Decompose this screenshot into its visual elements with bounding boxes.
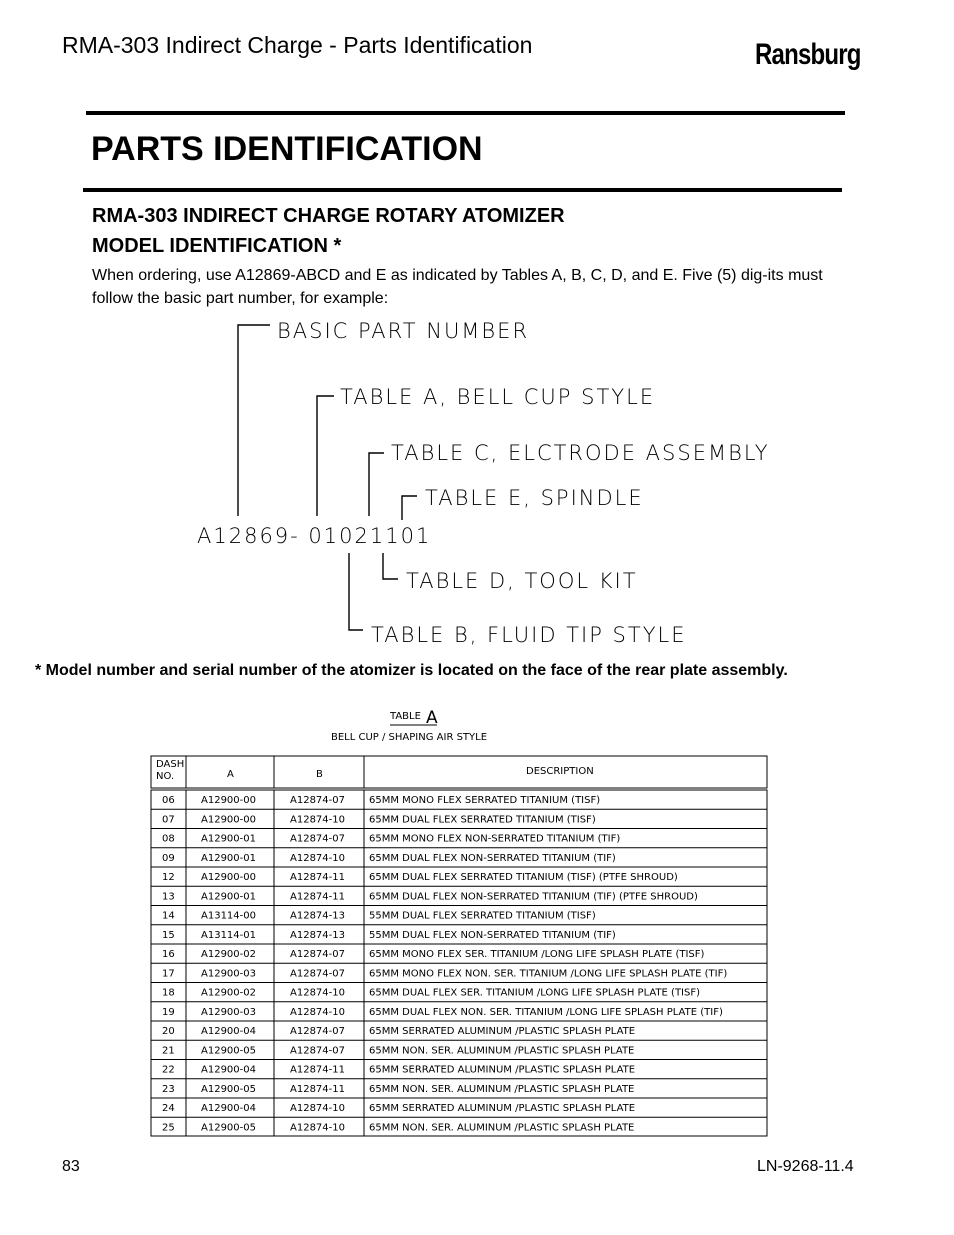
cell-dash: 16 <box>162 949 175 960</box>
cell-description: 65MM NON. SER. ALUMINUM /PLASTIC SPLASH PLATE <box>369 1122 635 1134</box>
table-row <box>162 872 678 883</box>
table-row <box>162 795 600 806</box>
cell-a: A12900-04 <box>201 1026 256 1037</box>
cell-dash: 15 <box>162 929 175 941</box>
cell-a: A13114-01 <box>201 929 256 941</box>
cell-description: 65MM DUAL FLEX SER. TITANIUM /LONG LIFE SPLASH PLATE (TISF) <box>369 987 701 999</box>
cell-dash: 08 <box>162 833 175 845</box>
cell-b: A12874-07 <box>290 833 345 845</box>
intro-paragraph: When ordering, use A12869-ABCD and E as indicated by Tables A, B, C, D, and E. Five (5) dig-its must follow the basic part number, for example: <box>92 267 823 307</box>
cell-dash: 09 <box>162 852 175 864</box>
cell-a: A12900-00 <box>201 814 256 826</box>
table-row <box>162 834 620 845</box>
cell-a: A12900-02 <box>201 949 256 960</box>
cell-dash: 21 <box>162 1045 175 1057</box>
table-a-label: TABLE <box>390 711 421 722</box>
cell-a: A12900-04 <box>201 1103 256 1114</box>
table-row <box>162 814 596 825</box>
header-title: RMA-303 Indirect Charge - Parts Identification <box>62 32 533 58</box>
cell-a: A12900-04 <box>201 1064 256 1076</box>
label-table-b: TABLE B, FLUID TIP STYLE <box>371 623 687 647</box>
cell-a: A12900-05 <box>201 1045 256 1057</box>
cell-dash: 13 <box>162 891 175 903</box>
table-row <box>162 988 700 999</box>
cell-a: A12900-05 <box>201 1122 256 1134</box>
document-number: LN-9268-11.4 <box>757 1158 854 1175</box>
table-a-subtitle: BELL CUP / SHAPING AIR STYLE <box>331 732 488 743</box>
page-number: 83 <box>62 1158 80 1175</box>
label-table-d: TABLE D, TOOL KIT <box>406 569 638 593</box>
header-dash: DASH <box>156 759 185 770</box>
cell-description: 65MM SERRATED ALUMINUM /PLASTIC SPLASH PLATE <box>369 1103 636 1114</box>
label-basic-part-number: BASIC PART NUMBER <box>277 319 530 343</box>
cell-description: 65MM NON. SER. ALUMINUM /PLASTIC SPLASH PLATE <box>369 1083 635 1095</box>
cell-dash: 20 <box>162 1026 175 1037</box>
cell-b: A12874-11 <box>290 872 345 883</box>
cell-b: A12874-10 <box>290 1122 345 1134</box>
cell-a: A12900-03 <box>201 968 256 980</box>
header-a: A <box>227 769 234 780</box>
brand-logo: Ransburg <box>755 38 861 71</box>
cell-dash: 24 <box>162 1103 175 1114</box>
cell-description: 65MM DUAL FLEX NON-SERRATED TITANIUM (TIF) <box>369 852 616 864</box>
table-row <box>162 853 616 864</box>
table-row <box>162 968 727 979</box>
cell-description: 65MM MONO FLEX NON-SERRATED TITANIUM (TIF) <box>369 833 621 845</box>
cell-b: A12874-13 <box>290 910 345 922</box>
table-row <box>162 1065 635 1076</box>
cell-description: 55MM DUAL FLEX SERRATED TITANIUM (TISF) <box>369 910 596 922</box>
cell-b: A12874-07 <box>290 968 345 980</box>
table-row <box>162 911 596 922</box>
cell-b: A12874-07 <box>290 795 345 806</box>
cell-b: A12874-11 <box>290 1064 345 1076</box>
cell-b: A12874-10 <box>290 814 345 826</box>
cell-description: 65MM DUAL FLEX NON-SERRATED TITANIUM (TIF) (PTFE SHROUD) <box>369 891 698 903</box>
table-row <box>162 1122 634 1133</box>
cell-b: A12874-10 <box>290 1103 345 1114</box>
label-table-c: TABLE C, ELCTRODE ASSEMBLY <box>391 441 770 465</box>
section-title: RMA-303 INDIRECT CHARGE ROTARY ATOMIZER <box>92 205 565 227</box>
section-subtitle: MODEL IDENTIFICATION * <box>92 235 342 257</box>
header-no: NO. <box>156 771 175 782</box>
cell-a: A12900-01 <box>201 891 256 903</box>
cell-b: A12874-07 <box>290 949 345 960</box>
cell-b: A12874-11 <box>290 1083 345 1095</box>
cell-b: A12874-07 <box>290 1026 345 1037</box>
cell-b: A12874-11 <box>290 891 345 903</box>
cell-a: A12900-00 <box>201 795 256 806</box>
cell-dash: 06 <box>162 795 175 806</box>
cell-a: A12900-01 <box>201 852 256 864</box>
cell-a: A12900-03 <box>201 1006 256 1018</box>
cell-a: A12900-02 <box>201 987 256 999</box>
cell-description: 65MM MONO FLEX SER. TITANIUM /LONG LIFE SPLASH PLATE (TISF) <box>369 949 705 960</box>
cell-description: 65MM SERRATED ALUMINUM /PLASTIC SPLASH PLATE <box>369 1026 636 1037</box>
table-row <box>162 1026 635 1037</box>
cell-b: A12874-10 <box>290 1006 345 1018</box>
cell-description: 65MM DUAL FLEX SERRATED TITANIUM (TISF) (PTFE SHROUD) <box>369 872 678 883</box>
cell-a: A12900-05 <box>201 1083 256 1095</box>
cell-b: A12874-07 <box>290 1045 345 1057</box>
example-part-number: A12869- 01021101 <box>197 524 432 548</box>
cell-b: A12874-10 <box>290 987 345 999</box>
table-row <box>162 949 705 960</box>
label-table-e: TABLE E, SPINDLE <box>425 486 644 510</box>
cell-dash: 22 <box>162 1064 175 1076</box>
table-a-letter: A <box>426 708 438 728</box>
table-row <box>162 1045 634 1056</box>
table-row <box>162 1103 635 1114</box>
table-a <box>0 700 954 1140</box>
table-row <box>162 891 698 902</box>
cell-description: 65MM DUAL FLEX SERRATED TITANIUM (TISF) <box>369 814 596 826</box>
cell-description: 65MM MONO FLEX NON. SER. TITANIUM /LONG LIFE SPLASH PLATE (TIF) <box>369 968 728 980</box>
cell-a: A12900-01 <box>201 833 256 845</box>
cell-description: 65MM SERRATED ALUMINUM /PLASTIC SPLASH PLATE <box>369 1064 636 1076</box>
table-row <box>162 1007 723 1018</box>
cell-dash: 23 <box>162 1083 175 1095</box>
header-b: B <box>316 769 323 780</box>
header-description: DESCRIPTION <box>526 766 594 777</box>
cell-a: A12900-00 <box>201 872 256 883</box>
cell-dash: 19 <box>162 1006 175 1018</box>
cell-dash: 17 <box>162 968 175 980</box>
cell-b: A12874-10 <box>290 852 345 864</box>
cell-description: 65MM MONO FLEX SERRATED TITANIUM (TISF) <box>369 795 601 806</box>
cell-dash: 18 <box>162 987 175 999</box>
footnote: * Model number and serial number of the atomizer is located on the face of the rear plate assembly. <box>35 662 788 679</box>
table-row <box>162 1084 634 1095</box>
cell-description: 55MM DUAL FLEX NON-SERRATED TITANIUM (TIF) <box>369 929 616 941</box>
cell-description: 65MM DUAL FLEX NON. SER. TITANIUM /LONG LIFE SPLASH PLATE (TIF) <box>369 1006 723 1018</box>
table-row <box>162 930 616 941</box>
cell-b: A12874-13 <box>290 929 345 941</box>
cell-a: A13114-00 <box>201 910 256 922</box>
cell-dash: 12 <box>162 872 175 883</box>
page-title: PARTS IDENTIFICATION <box>91 130 483 168</box>
cell-dash: 14 <box>162 910 175 922</box>
cell-dash: 25 <box>162 1122 175 1134</box>
cell-dash: 07 <box>162 814 175 826</box>
cell-description: 65MM NON. SER. ALUMINUM /PLASTIC SPLASH PLATE <box>369 1045 635 1057</box>
label-table-a: TABLE A, BELL CUP STYLE <box>340 385 656 409</box>
